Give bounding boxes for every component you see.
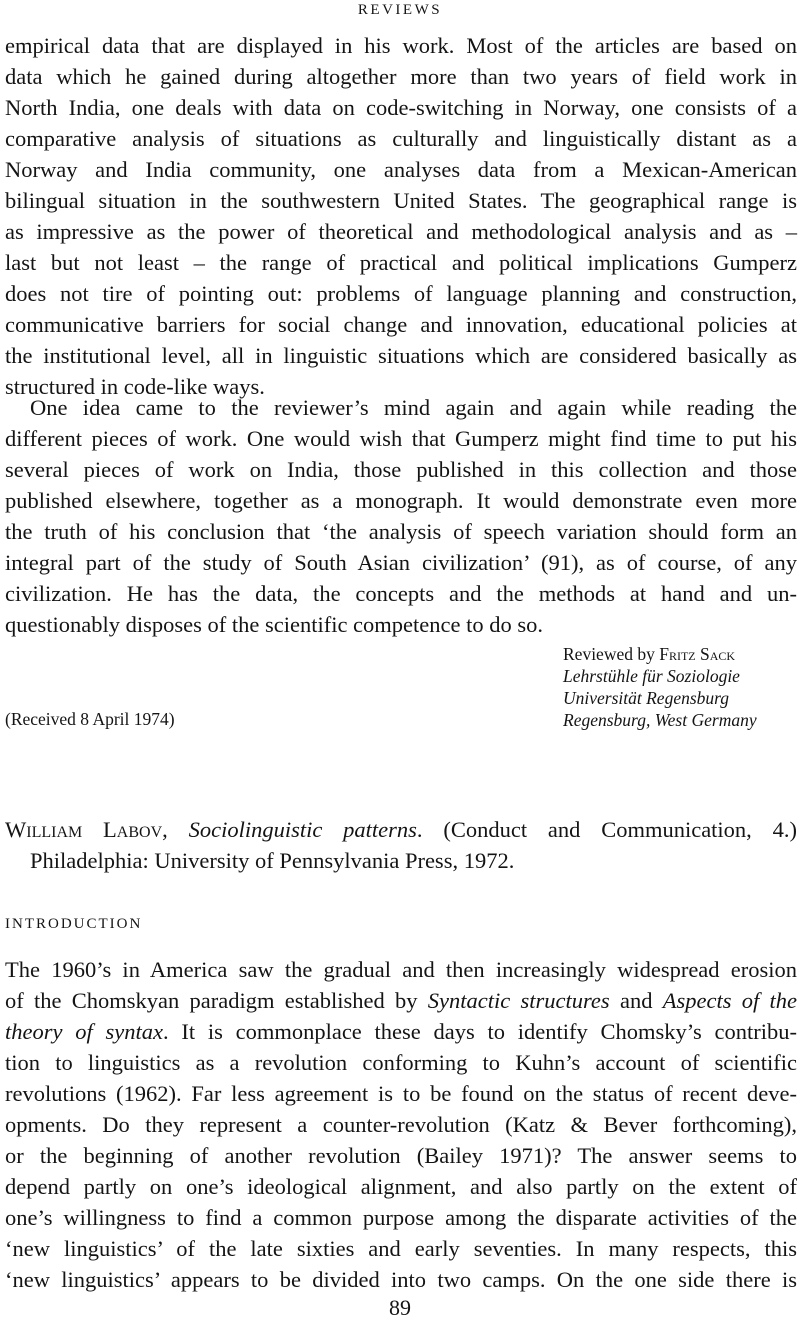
text-line — [5, 1233, 797, 1264]
text-line — [5, 1047, 797, 1078]
text-line — [5, 1202, 797, 1233]
text-line: the institutional level, all in linguistic situations which are considered basically as — [5, 343, 797, 368]
text-line: different pieces of work. One would wish that Gumperz might find time to put his — [5, 426, 797, 451]
introduction-paragraph — [5, 954, 797, 1295]
text-segment: The 1960’s in America saw the gradual and then increasingly widespread erosion — [5, 957, 797, 982]
text-line: integral part of the study of South Asian civilization’ (91), as of course, of any — [5, 550, 797, 575]
reviewer-signature — [563, 643, 757, 731]
book-author: William Labov — [5, 817, 163, 842]
book-series: . (Conduct and Communication, 4.) — [416, 817, 797, 842]
italic-title-text: Aspects of the — [662, 988, 797, 1013]
text-line: published elsewhere, together as a monograph. It would demonstrate even more — [5, 488, 797, 513]
reviewer-name: Fritz Sack — [659, 644, 736, 664]
affiliation-line: Lehrstühle für Soziologie — [563, 666, 740, 686]
text-segment: or the beginning of another revolution (Bailey 1971)? The answer seems to — [5, 1143, 797, 1168]
text-line — [5, 1109, 797, 1140]
text-line: data which he gained during altogether more than two years of field work in — [5, 64, 797, 89]
affiliation-line: Regensburg, West Germany — [563, 710, 757, 730]
text-segment: . It is commonplace these days to identify Chomsky’s contribu- — [162, 1019, 797, 1044]
italic-title-text: Syntactic structures — [427, 988, 610, 1013]
text-segment: and — [609, 988, 663, 1013]
text-segment: ‘new linguistics’ appears to be divided into two camps. On the one side there is — [5, 1267, 797, 1292]
review-paragraph-1 — [5, 30, 797, 402]
book-title: Sociolinguistic patterns — [188, 817, 417, 842]
text-line — [5, 954, 797, 985]
text-line — [5, 1016, 797, 1047]
text-line — [5, 985, 797, 1016]
text-segment: ‘new linguistics’ of the late sixties and early seventies. In many respects, this — [5, 1236, 797, 1261]
reviewed-by-prefix: Reviewed by — [563, 644, 660, 664]
text-segment: one’s willingness to find a common purpose among the disparate activities of the — [5, 1205, 797, 1230]
text-line — [5, 1264, 797, 1295]
text-line: bilingual situation in the southwestern United States. The geographical range is — [5, 188, 797, 213]
text-line: structured in code-like ways. — [5, 374, 265, 399]
text-segment: depend partly on one’s ideological alignment, and also partly on the extent of — [5, 1174, 797, 1199]
text-line: comparative analysis of situations as culturally and linguistically distant as a — [5, 126, 797, 151]
review-citation — [5, 814, 797, 876]
text-line — [5, 1171, 797, 1202]
text-line: Norway and India community, one analyses data from a Mexican-American — [5, 157, 797, 182]
running-head: REVIEWS — [357, 2, 443, 18]
text-segment: revolutions (1962). Far less agreement is to be found on the status of recent deve- — [5, 1081, 797, 1106]
affiliation-line: Universität Regensburg — [563, 688, 730, 708]
text-line: North India, one deals with data on code-switching in Norway, one consists of a — [5, 95, 797, 120]
text-line: several pieces of work on India, those published in this collection and those — [5, 457, 797, 482]
text-line — [5, 1140, 797, 1171]
text-line: questionably disposes of the scientific competence to do so. — [5, 612, 544, 637]
text-line: last but not least – the range of practical and political implications Gumperz — [5, 250, 797, 275]
reviewed-by-line — [563, 643, 757, 665]
section-heading-introduction: INTRODUCTION — [5, 916, 143, 932]
page-number: 89 — [389, 1295, 411, 1320]
text-segment: tion to linguistics as a revolution conforming to Kuhn’s account of scientific — [5, 1050, 797, 1075]
review-paragraph-2 — [5, 392, 797, 640]
text-line — [5, 1078, 797, 1109]
text-segment: of the Chomskyan paradigm established by — [5, 988, 428, 1013]
text-line: as impressive as the power of theoretical and methodological analysis and as – — [5, 219, 797, 244]
publisher-line: Philadelphia: University of Pennsylvania Press, 1972. — [30, 848, 515, 873]
text-line: communicative barriers for social change and innovation, educational policies at — [5, 312, 797, 337]
text-line: empirical data that are displayed in his work. Most of the articles are based on — [5, 33, 797, 58]
text-segment: opments. Do they represent a counter-revolution (Katz & Bever forthcoming), — [5, 1112, 797, 1137]
text-line: civilization. He has the data, the concepts and the methods at hand and un- — [5, 581, 797, 606]
text-line: does not tire of pointing out: problems of language planning and construction, — [5, 281, 797, 306]
text-line: One idea came to the reviewer’s mind again and again while reading the — [30, 395, 797, 420]
italic-title-text: theory of syntax — [5, 1019, 163, 1044]
received-date: (Received 8 April 1974) — [5, 709, 175, 729]
text-line: the truth of his conclusion that ‘the analysis of speech variation should form an — [5, 519, 797, 544]
citation-line-1: William Labov, Sociolinguistic patterns. (Conduct and Communication, 4.) — [5, 817, 797, 842]
